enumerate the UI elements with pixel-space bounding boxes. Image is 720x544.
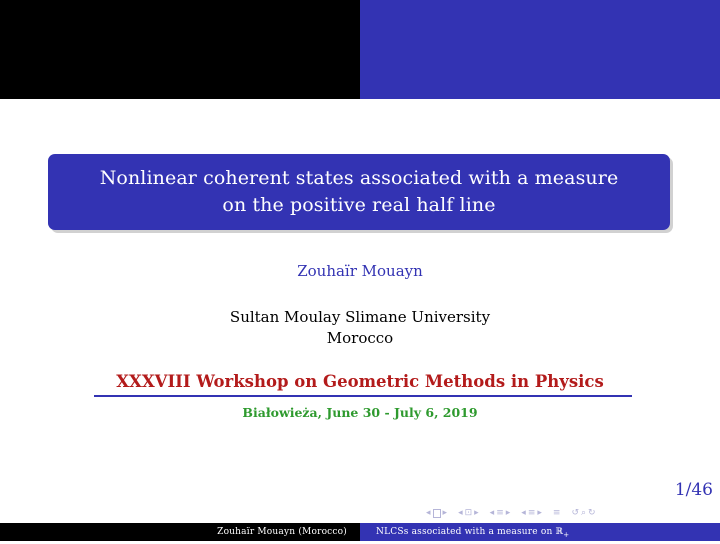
nav-document-group (520, 508, 543, 518)
next-section-icon[interactable]: ▸ (505, 508, 511, 518)
title-line-1: Nonlinear coherent states associated with a measure (99, 167, 619, 189)
page-number: 1/46 (674, 480, 713, 500)
footline-author: Zouhaïr Mouayn (Morocco) (0, 523, 360, 541)
nav-search-group (570, 508, 596, 518)
subsection-icon: ⊡ (464, 508, 473, 518)
nav-appendix-group (552, 508, 562, 518)
navigation-symbols (425, 506, 606, 520)
institute-country: Morocco (326, 329, 394, 347)
prev-section-icon[interactable]: ◂ (489, 508, 495, 518)
nav-frame-group (425, 508, 448, 518)
date-place: Białowieża, June 30 - July 6, 2019 (242, 405, 478, 420)
forward-icon[interactable]: ↻ (588, 508, 596, 518)
footline (0, 523, 720, 541)
prev-frame-icon[interactable]: ◂ (426, 508, 431, 518)
next-slide-icon[interactable]: ▸ (537, 508, 542, 518)
nav-section-group (489, 508, 512, 518)
next-subsection-icon[interactable]: ▸ (474, 508, 479, 518)
headline-right (360, 0, 720, 99)
back-icon[interactable]: ↺ (571, 508, 579, 518)
institute-name: Sultan Moulay Slimane University (229, 308, 491, 326)
headline-left (0, 0, 360, 99)
frame-icon (433, 509, 441, 518)
next-frame-icon[interactable]: ▸ (442, 508, 448, 518)
author: Zouhaïr Mouayn (297, 262, 423, 280)
prev-slide-icon[interactable]: ◂ (521, 508, 526, 518)
title-block (48, 154, 670, 230)
institute (0, 307, 720, 349)
section-icon: ≡ (496, 508, 504, 518)
prev-subsection-icon[interactable]: ◂ (458, 508, 463, 518)
headline-bar (0, 0, 720, 99)
nav-subsection-group (457, 508, 480, 518)
search-icon[interactable]: ⌕ (580, 508, 587, 518)
workshop-title: XXXVIII Workshop on Geometric Methods in Physics (116, 372, 604, 391)
title-line-2: on the positive real half line (222, 194, 496, 216)
document-icon: ≡ (527, 508, 536, 518)
workshop-underline (94, 395, 632, 397)
footline-title: NLCSs associated with a measure on ℝ$_+$ (360, 523, 720, 541)
appendix-icon[interactable]: ≡ (552, 508, 561, 518)
